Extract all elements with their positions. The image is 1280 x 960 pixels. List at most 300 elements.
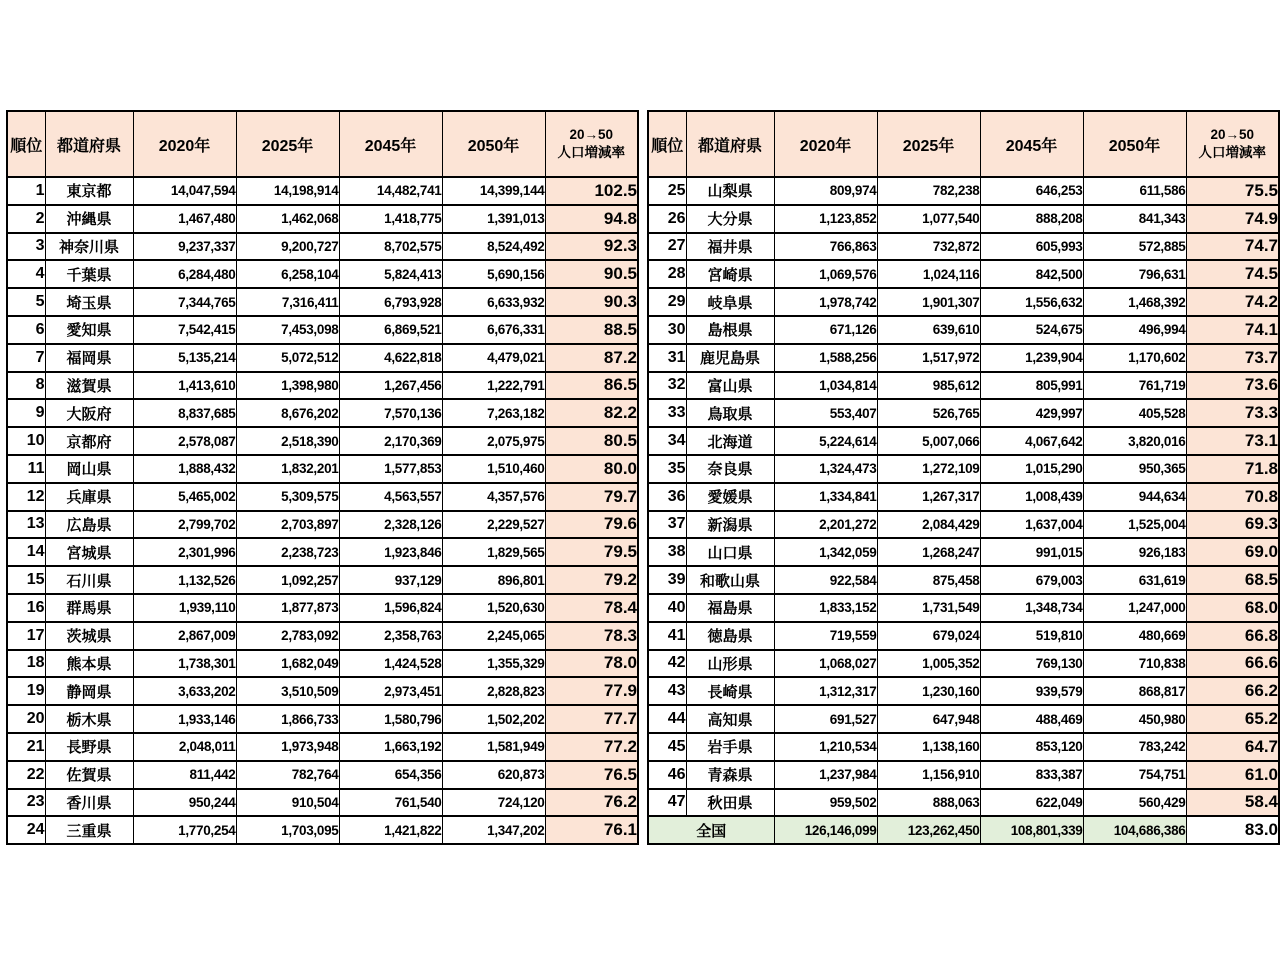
population-2025-cell: 1,092,257 [236,566,339,594]
population-2045-cell: 14,482,741 [339,177,442,205]
population-2020-cell: 959,502 [774,789,877,817]
rank-cell: 39 [648,566,686,594]
population-2020-cell: 1,738,301 [133,650,236,678]
population-2045-cell: 2,170,369 [339,427,442,455]
prefecture-cell: 岐阜県 [686,288,774,316]
table-row [7,344,638,372]
population-2025-cell: 1,901,307 [877,288,980,316]
population-2045-cell: 519,810 [980,622,1083,650]
population-2050-cell: 620,873 [442,761,545,789]
population-2050-cell: 611,586 [1083,177,1186,205]
table-row [648,483,1279,511]
population-2020-cell: 1,324,473 [774,455,877,483]
population-2050-cell: 496,994 [1083,316,1186,344]
rate-cell: 92.3 [545,233,638,261]
population-2050-cell: 1,502,202 [442,705,545,733]
rank-cell: 4 [7,260,45,288]
prefecture-cell: 新潟県 [686,511,774,539]
rate-cell: 75.5 [1186,177,1279,205]
year-2050-column-header: 2050年 [442,111,545,177]
population-2025-cell: 910,504 [236,789,339,817]
prefecture-cell: 東京都 [45,177,133,205]
population-2050-cell: 5,690,156 [442,260,545,288]
rank-cell: 27 [648,233,686,261]
prefecture-cell: 高知県 [686,705,774,733]
prefecture-cell: 宮城県 [45,538,133,566]
rank-cell: 5 [7,288,45,316]
rate-cell: 74.2 [1186,288,1279,316]
table-row [7,622,638,650]
table-row [648,399,1279,427]
rate-cell: 86.5 [545,372,638,400]
population-2045-cell: 2,358,763 [339,622,442,650]
prefecture-cell: 佐賀県 [45,761,133,789]
population-2050-cell: 4,479,021 [442,344,545,372]
prefecture-cell: 奈良県 [686,455,774,483]
population-2020-cell: 2,867,009 [133,622,236,650]
population-2025-cell: 1,230,160 [877,677,980,705]
population-2025-cell: 2,703,897 [236,511,339,539]
prefecture-cell: 岡山県 [45,455,133,483]
rank-cell: 42 [648,650,686,678]
rank-cell: 40 [648,594,686,622]
rate-header-line2: 人口増減率 [557,145,625,160]
prefecture-column-header: 都道府県 [45,111,133,177]
population-2020-cell: 553,407 [774,399,877,427]
rank-cell: 22 [7,761,45,789]
rank-column-header: 順位 [648,111,686,177]
population-2020-cell: 5,465,002 [133,483,236,511]
rate-cell: 65.2 [1186,705,1279,733]
population-2045-cell: 2,973,451 [339,677,442,705]
population-2025-cell: 1,973,948 [236,733,339,761]
table-row [7,177,638,205]
population-2020-cell: 2,201,272 [774,511,877,539]
rate-cell: 64.7 [1186,733,1279,761]
year-2045-column-header: 2045年 [339,111,442,177]
prefecture-cell: 長野県 [45,733,133,761]
rate-cell: 69.3 [1186,511,1279,539]
rank-cell: 15 [7,566,45,594]
population-2020-cell: 811,442 [133,761,236,789]
table-row [7,399,638,427]
rate-cell: 90.3 [545,288,638,316]
rank-cell: 31 [648,344,686,372]
table-row [648,538,1279,566]
prefecture-cell: 石川県 [45,566,133,594]
national-2025-cell: 123,262,450 [877,816,980,844]
population-2045-cell: 1,556,632 [980,288,1083,316]
population-2045-cell: 937,129 [339,566,442,594]
rank-cell: 6 [7,316,45,344]
rank-cell: 26 [648,205,686,233]
table-row [648,733,1279,761]
rate-cell: 70.8 [1186,483,1279,511]
population-2045-cell: 654,356 [339,761,442,789]
table-row [648,594,1279,622]
population-2045-cell: 605,993 [980,233,1083,261]
table-row [7,260,638,288]
population-2020-cell: 2,578,087 [133,427,236,455]
table-row [648,316,1279,344]
population-2020-cell: 671,126 [774,316,877,344]
prefecture-cell: 青森県 [686,761,774,789]
table-row [7,761,638,789]
prefecture-cell: 長崎県 [686,677,774,705]
population-2025-cell: 1,398,980 [236,372,339,400]
table-row [7,427,638,455]
population-2025-cell: 1,517,972 [877,344,980,372]
population-2045-cell: 853,120 [980,733,1083,761]
rate-cell: 79.2 [545,566,638,594]
table-row [648,761,1279,789]
table-row [7,511,638,539]
rate-cell: 87.2 [545,344,638,372]
national-2045-cell: 108,801,339 [980,816,1083,844]
table-row [648,511,1279,539]
population-2050-cell: 572,885 [1083,233,1186,261]
table-row [648,233,1279,261]
table-row [648,177,1279,205]
rate-cell: 66.8 [1186,622,1279,650]
population-2050-cell: 14,399,144 [442,177,545,205]
population-2025-cell: 2,518,390 [236,427,339,455]
rank-cell: 12 [7,483,45,511]
year-2045-column-header: 2045年 [980,111,1083,177]
rate-cell: 58.4 [1186,789,1279,817]
national-total-row [648,816,1279,844]
population-2020-cell: 922,584 [774,566,877,594]
rate-cell: 76.2 [545,789,638,817]
table-row [648,205,1279,233]
population-2045-cell: 991,015 [980,538,1083,566]
rank-cell: 14 [7,538,45,566]
rate-cell: 79.7 [545,483,638,511]
rate-cell: 78.3 [545,622,638,650]
population-2050-cell: 1,170,602 [1083,344,1186,372]
population-2020-cell: 7,542,415 [133,316,236,344]
year-2020-column-header: 2020年 [133,111,236,177]
prefecture-cell: 茨城県 [45,622,133,650]
population-2025-cell: 526,765 [877,399,980,427]
prefecture-cell: 宮崎県 [686,260,774,288]
population-2025-cell: 1,268,247 [877,538,980,566]
population-2025-cell: 1,138,160 [877,733,980,761]
prefecture-cell: 大阪府 [45,399,133,427]
rate-header-line1: 20→50 [1210,126,1255,142]
population-2045-cell: 833,387 [980,761,1083,789]
population-2045-cell: 1,424,528 [339,650,442,678]
population-2025-cell: 732,872 [877,233,980,261]
prefecture-cell: 愛媛県 [686,483,774,511]
population-2045-cell: 8,702,575 [339,233,442,261]
table-row [648,372,1279,400]
population-2045-cell: 1,663,192 [339,733,442,761]
population-2025-cell: 782,238 [877,177,980,205]
table-row [648,427,1279,455]
population-2045-cell: 7,570,136 [339,399,442,427]
population-2050-cell: 754,751 [1083,761,1186,789]
rate-column-header [545,111,638,177]
population-2045-cell: 622,049 [980,789,1083,817]
population-2025-cell: 1,156,910 [877,761,980,789]
population-2025-cell: 1,832,201 [236,455,339,483]
population-2045-cell: 429,997 [980,399,1083,427]
table-row [648,622,1279,650]
rate-cell: 77.2 [545,733,638,761]
population-2050-cell: 1,525,004 [1083,511,1186,539]
population-2025-cell: 8,676,202 [236,399,339,427]
population-2020-cell: 1,034,814 [774,372,877,400]
population-2020-cell: 1,833,152 [774,594,877,622]
rate-cell: 79.5 [545,538,638,566]
population-2045-cell: 4,622,818 [339,344,442,372]
population-2025-cell: 888,063 [877,789,980,817]
population-2025-cell: 2,783,092 [236,622,339,650]
population-2050-cell: 796,631 [1083,260,1186,288]
rank-cell: 29 [648,288,686,316]
rank-cell: 38 [648,538,686,566]
prefecture-cell: 山口県 [686,538,774,566]
rate-cell: 90.5 [545,260,638,288]
rate-cell: 61.0 [1186,761,1279,789]
population-2050-cell: 783,242 [1083,733,1186,761]
population-2045-cell: 2,328,126 [339,511,442,539]
rank-cell: 13 [7,511,45,539]
population-2020-cell: 1,132,526 [133,566,236,594]
population-2050-cell: 926,183 [1083,538,1186,566]
table-row [7,483,638,511]
rate-cell: 74.7 [1186,233,1279,261]
rank-cell: 44 [648,705,686,733]
population-2050-cell: 2,229,527 [442,511,545,539]
rate-cell: 73.7 [1186,344,1279,372]
rate-cell: 80.0 [545,455,638,483]
prefecture-cell: 富山県 [686,372,774,400]
population-2020-cell: 766,863 [774,233,877,261]
rank-cell: 23 [7,789,45,817]
year-2020-column-header: 2020年 [774,111,877,177]
table-row [648,677,1279,705]
prefecture-cell: 岩手県 [686,733,774,761]
rank-cell: 33 [648,399,686,427]
national-2050-cell: 104,686,386 [1083,816,1186,844]
rank-cell: 35 [648,455,686,483]
population-2025-cell: 2,238,723 [236,538,339,566]
rank-cell: 30 [648,316,686,344]
population-2025-cell: 985,612 [877,372,980,400]
rank-cell: 21 [7,733,45,761]
population-2025-cell: 1,462,068 [236,205,339,233]
year-2025-column-header: 2025年 [877,111,980,177]
population-2020-cell: 1,888,432 [133,455,236,483]
population-2025-cell: 1,877,873 [236,594,339,622]
population-2025-cell: 14,198,914 [236,177,339,205]
prefecture-cell: 沖縄県 [45,205,133,233]
rate-cell: 80.5 [545,427,638,455]
population-2050-cell: 1,510,460 [442,455,545,483]
prefecture-cell: 山形県 [686,650,774,678]
prefecture-cell: 愛知県 [45,316,133,344]
population-2050-cell: 1,468,392 [1083,288,1186,316]
population-2045-cell: 4,067,642 [980,427,1083,455]
population-2020-cell: 2,799,702 [133,511,236,539]
prefecture-cell: 栃木県 [45,705,133,733]
rank-cell: 25 [648,177,686,205]
rate-cell: 71.8 [1186,455,1279,483]
population-2045-cell: 805,991 [980,372,1083,400]
population-2045-cell: 1,348,734 [980,594,1083,622]
population-2045-cell: 1,418,775 [339,205,442,233]
population-2050-cell: 1,581,949 [442,733,545,761]
table-row [648,344,1279,372]
population-2050-cell: 6,676,331 [442,316,545,344]
population-2050-cell: 2,245,065 [442,622,545,650]
population-2025-cell: 1,267,317 [877,483,980,511]
population-2020-cell: 1,413,610 [133,372,236,400]
population-2025-cell: 5,072,512 [236,344,339,372]
population-2050-cell: 1,222,791 [442,372,545,400]
rank-cell: 45 [648,733,686,761]
population-2020-cell: 1,334,841 [774,483,877,511]
population-2020-cell: 1,467,480 [133,205,236,233]
table-row [7,538,638,566]
population-2050-cell: 896,801 [442,566,545,594]
population-2045-cell: 1,580,796 [339,705,442,733]
population-2050-cell: 8,524,492 [442,233,545,261]
population-2020-cell: 1,939,110 [133,594,236,622]
year-2050-column-header: 2050年 [1083,111,1186,177]
rate-cell: 74.5 [1186,260,1279,288]
rate-cell: 73.3 [1186,399,1279,427]
population-2050-cell: 761,719 [1083,372,1186,400]
population-2045-cell: 1,596,824 [339,594,442,622]
population-2025-cell: 5,309,575 [236,483,339,511]
rate-cell: 68.5 [1186,566,1279,594]
rate-cell: 68.0 [1186,594,1279,622]
prefecture-cell: 福島県 [686,594,774,622]
population-2050-cell: 450,980 [1083,705,1186,733]
rank-cell: 3 [7,233,45,261]
population-2025-cell: 679,024 [877,622,980,650]
population-2045-cell: 646,253 [980,177,1083,205]
rank-cell: 46 [648,761,686,789]
rank-cell: 16 [7,594,45,622]
rank-cell: 28 [648,260,686,288]
population-2050-cell: 2,075,975 [442,427,545,455]
population-2020-cell: 950,244 [133,789,236,817]
rate-cell: 76.5 [545,761,638,789]
population-2020-cell: 1,588,256 [774,344,877,372]
population-2020-cell: 1,068,027 [774,650,877,678]
population-2025-cell: 1,731,549 [877,594,980,622]
table-row [7,705,638,733]
population-2020-cell: 1,237,984 [774,761,877,789]
population-2020-cell: 1,069,576 [774,260,877,288]
rank-cell: 24 [7,816,45,844]
rank-cell: 34 [648,427,686,455]
rate-cell: 77.9 [545,677,638,705]
population-2050-cell: 710,838 [1083,650,1186,678]
population-2025-cell: 7,316,411 [236,288,339,316]
population-2045-cell: 939,579 [980,677,1083,705]
rate-cell: 102.5 [545,177,638,205]
table-row [7,566,638,594]
population-2050-cell: 7,263,182 [442,399,545,427]
population-2050-cell: 1,247,000 [1083,594,1186,622]
population-2045-cell: 1,637,004 [980,511,1083,539]
rate-column-header [1186,111,1279,177]
table-row [648,260,1279,288]
population-2020-cell: 719,559 [774,622,877,650]
prefecture-cell: 北海道 [686,427,774,455]
table-row [7,677,638,705]
population-2020-cell: 2,048,011 [133,733,236,761]
population-2025-cell: 782,764 [236,761,339,789]
rate-cell: 82.2 [545,399,638,427]
population-2020-cell: 691,527 [774,705,877,733]
population-2020-cell: 3,633,202 [133,677,236,705]
population-2045-cell: 1,421,822 [339,816,442,844]
table-row [648,455,1279,483]
population-2025-cell: 1,272,109 [877,455,980,483]
prefecture-cell: 神奈川県 [45,233,133,261]
prefecture-cell: 滋賀県 [45,372,133,400]
population-2025-cell: 1,005,352 [877,650,980,678]
population-2045-cell: 488,469 [980,705,1083,733]
population-2045-cell: 888,208 [980,205,1083,233]
population-2050-cell: 724,120 [442,789,545,817]
prefecture-cell: 三重県 [45,816,133,844]
population-2020-cell: 9,237,337 [133,233,236,261]
population-2050-cell: 3,820,016 [1083,427,1186,455]
population-2045-cell: 6,793,928 [339,288,442,316]
population-2020-cell: 5,135,214 [133,344,236,372]
population-2020-cell: 809,974 [774,177,877,205]
population-2025-cell: 1,703,095 [236,816,339,844]
rank-cell: 10 [7,427,45,455]
population-2050-cell: 4,357,576 [442,483,545,511]
prefecture-cell: 秋田県 [686,789,774,817]
population-2050-cell: 1,520,630 [442,594,545,622]
population-2025-cell: 1,024,116 [877,260,980,288]
prefecture-cell: 広島県 [45,511,133,539]
rank-cell: 8 [7,372,45,400]
population-2045-cell: 769,130 [980,650,1083,678]
prefecture-cell: 兵庫県 [45,483,133,511]
table-row [7,316,638,344]
rate-cell: 73.1 [1186,427,1279,455]
prefecture-cell: 福井県 [686,233,774,261]
population-2025-cell: 2,084,429 [877,511,980,539]
population-tables-container [6,110,1280,845]
population-2045-cell: 842,500 [980,260,1083,288]
rank-cell: 37 [648,511,686,539]
prefecture-cell: 鳥取県 [686,399,774,427]
table-row [7,594,638,622]
population-2020-cell: 1,978,742 [774,288,877,316]
population-2025-cell: 639,610 [877,316,980,344]
rate-cell: 74.1 [1186,316,1279,344]
table-row [7,233,638,261]
population-2045-cell: 679,003 [980,566,1083,594]
population-2025-cell: 1,682,049 [236,650,339,678]
population-2050-cell: 2,828,823 [442,677,545,705]
population-2050-cell: 1,347,202 [442,816,545,844]
prefecture-column-header: 都道府県 [686,111,774,177]
population-2020-cell: 1,770,254 [133,816,236,844]
prefecture-cell: 群馬県 [45,594,133,622]
